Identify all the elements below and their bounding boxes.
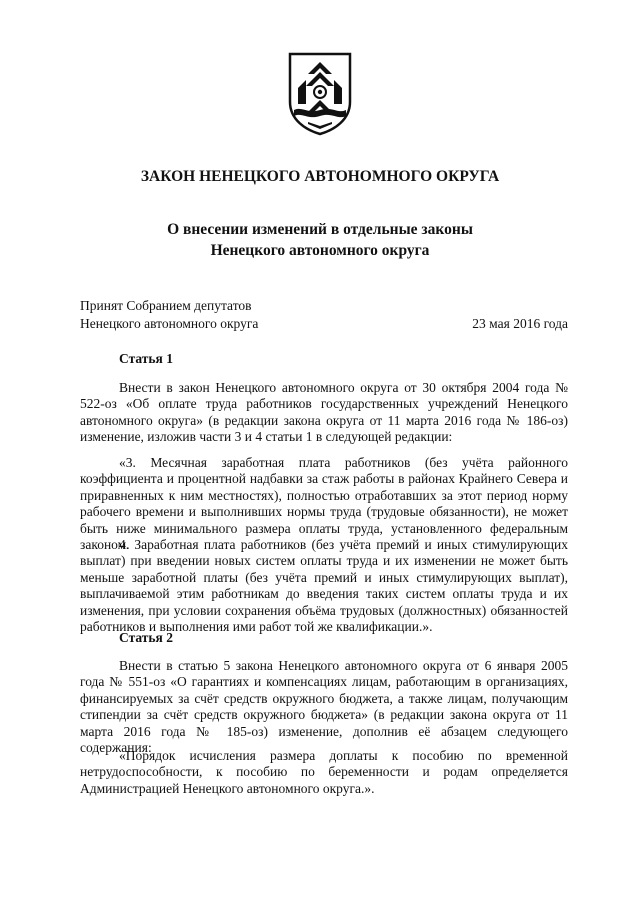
coat-of-arms-emblem	[288, 52, 352, 136]
article-1-heading: Статья 1	[119, 351, 173, 366]
article-2-heading: Статья 2	[119, 630, 173, 645]
adopted-by-line2: Ненецкого автономного округа	[80, 316, 259, 331]
article-1-intro: Внести в закон Ненецкого автономного округа от 30 октября 2004 года № 522-оз «Об оплате труда работников государственных учреждений Ненецкого автономного округа» (в редакции закона округа от 11 марта 2016 года № 186-оз) изменение, изложив части 3 и 4 статьи 1 в следующей редакции:	[80, 380, 568, 445]
article-2-intro: Внести в статью 5 закона Ненецкого автономного округа от 6 января 2005 года № 551-оз «О гарантиях и компенсациях лицам, работающим в организациях, финансируемых за счёт средств окружного бюджета, а также лицам, получающим стипендии за счёт средств окружного бюджета» (в редакции закона округа от 11 марта 2016 года № 185-оз) изменение, дополнив её абзацем следующего содержания:	[80, 658, 568, 756]
article-1-part-4: 4. Заработная плата работников (без учёта премий и иных стимулирующих выплат) при введении новых систем оплаты труда и их изменении не может быть меньше заработной платы (без учёта премий и иных стимулирующих выплат), выплачиваемой этим работникам до введения таких систем оплаты труда и их изменения, при условии сохранения объёма трудовых (должностных) обязанностей работников и выполнения ими работ той же квалификации.».	[80, 537, 568, 635]
article-1-part-3: «3. Месячная заработная плата работников (без учёта районного коэффициента и процентной надбавки за стаж работы в районах Крайнего Севера и приравненных к ним местностях), полностью отработавших за этот период норму рабочего времени и выполнивших нормы труда (трудовые обязанности), не может быть ниже минимального размера оплаты труда, установленного федеральным законом.	[80, 455, 568, 553]
law-subtitle	[0, 219, 640, 261]
adopted-by	[80, 297, 258, 333]
law-subtitle-line2: Ненецкого автономного округа	[210, 242, 430, 259]
adoption-date: 23 мая 2016 года	[472, 316, 568, 331]
law-title: ЗАКОН НЕНЕЦКОГО АВТОНОМНОГО ОКРУГА	[140, 168, 500, 185]
article-2-quote: «Порядок исчисления размера доплаты к пособию по временной нетрудоспособности, к пособию по беременности и родам определяется Администрацией Ненецкого автономного округа.».	[80, 748, 568, 796]
adopted-by-line1: Принят Собранием депутатов	[80, 298, 252, 313]
law-subtitle-line1: О внесении изменений в отдельные законы	[167, 221, 473, 238]
